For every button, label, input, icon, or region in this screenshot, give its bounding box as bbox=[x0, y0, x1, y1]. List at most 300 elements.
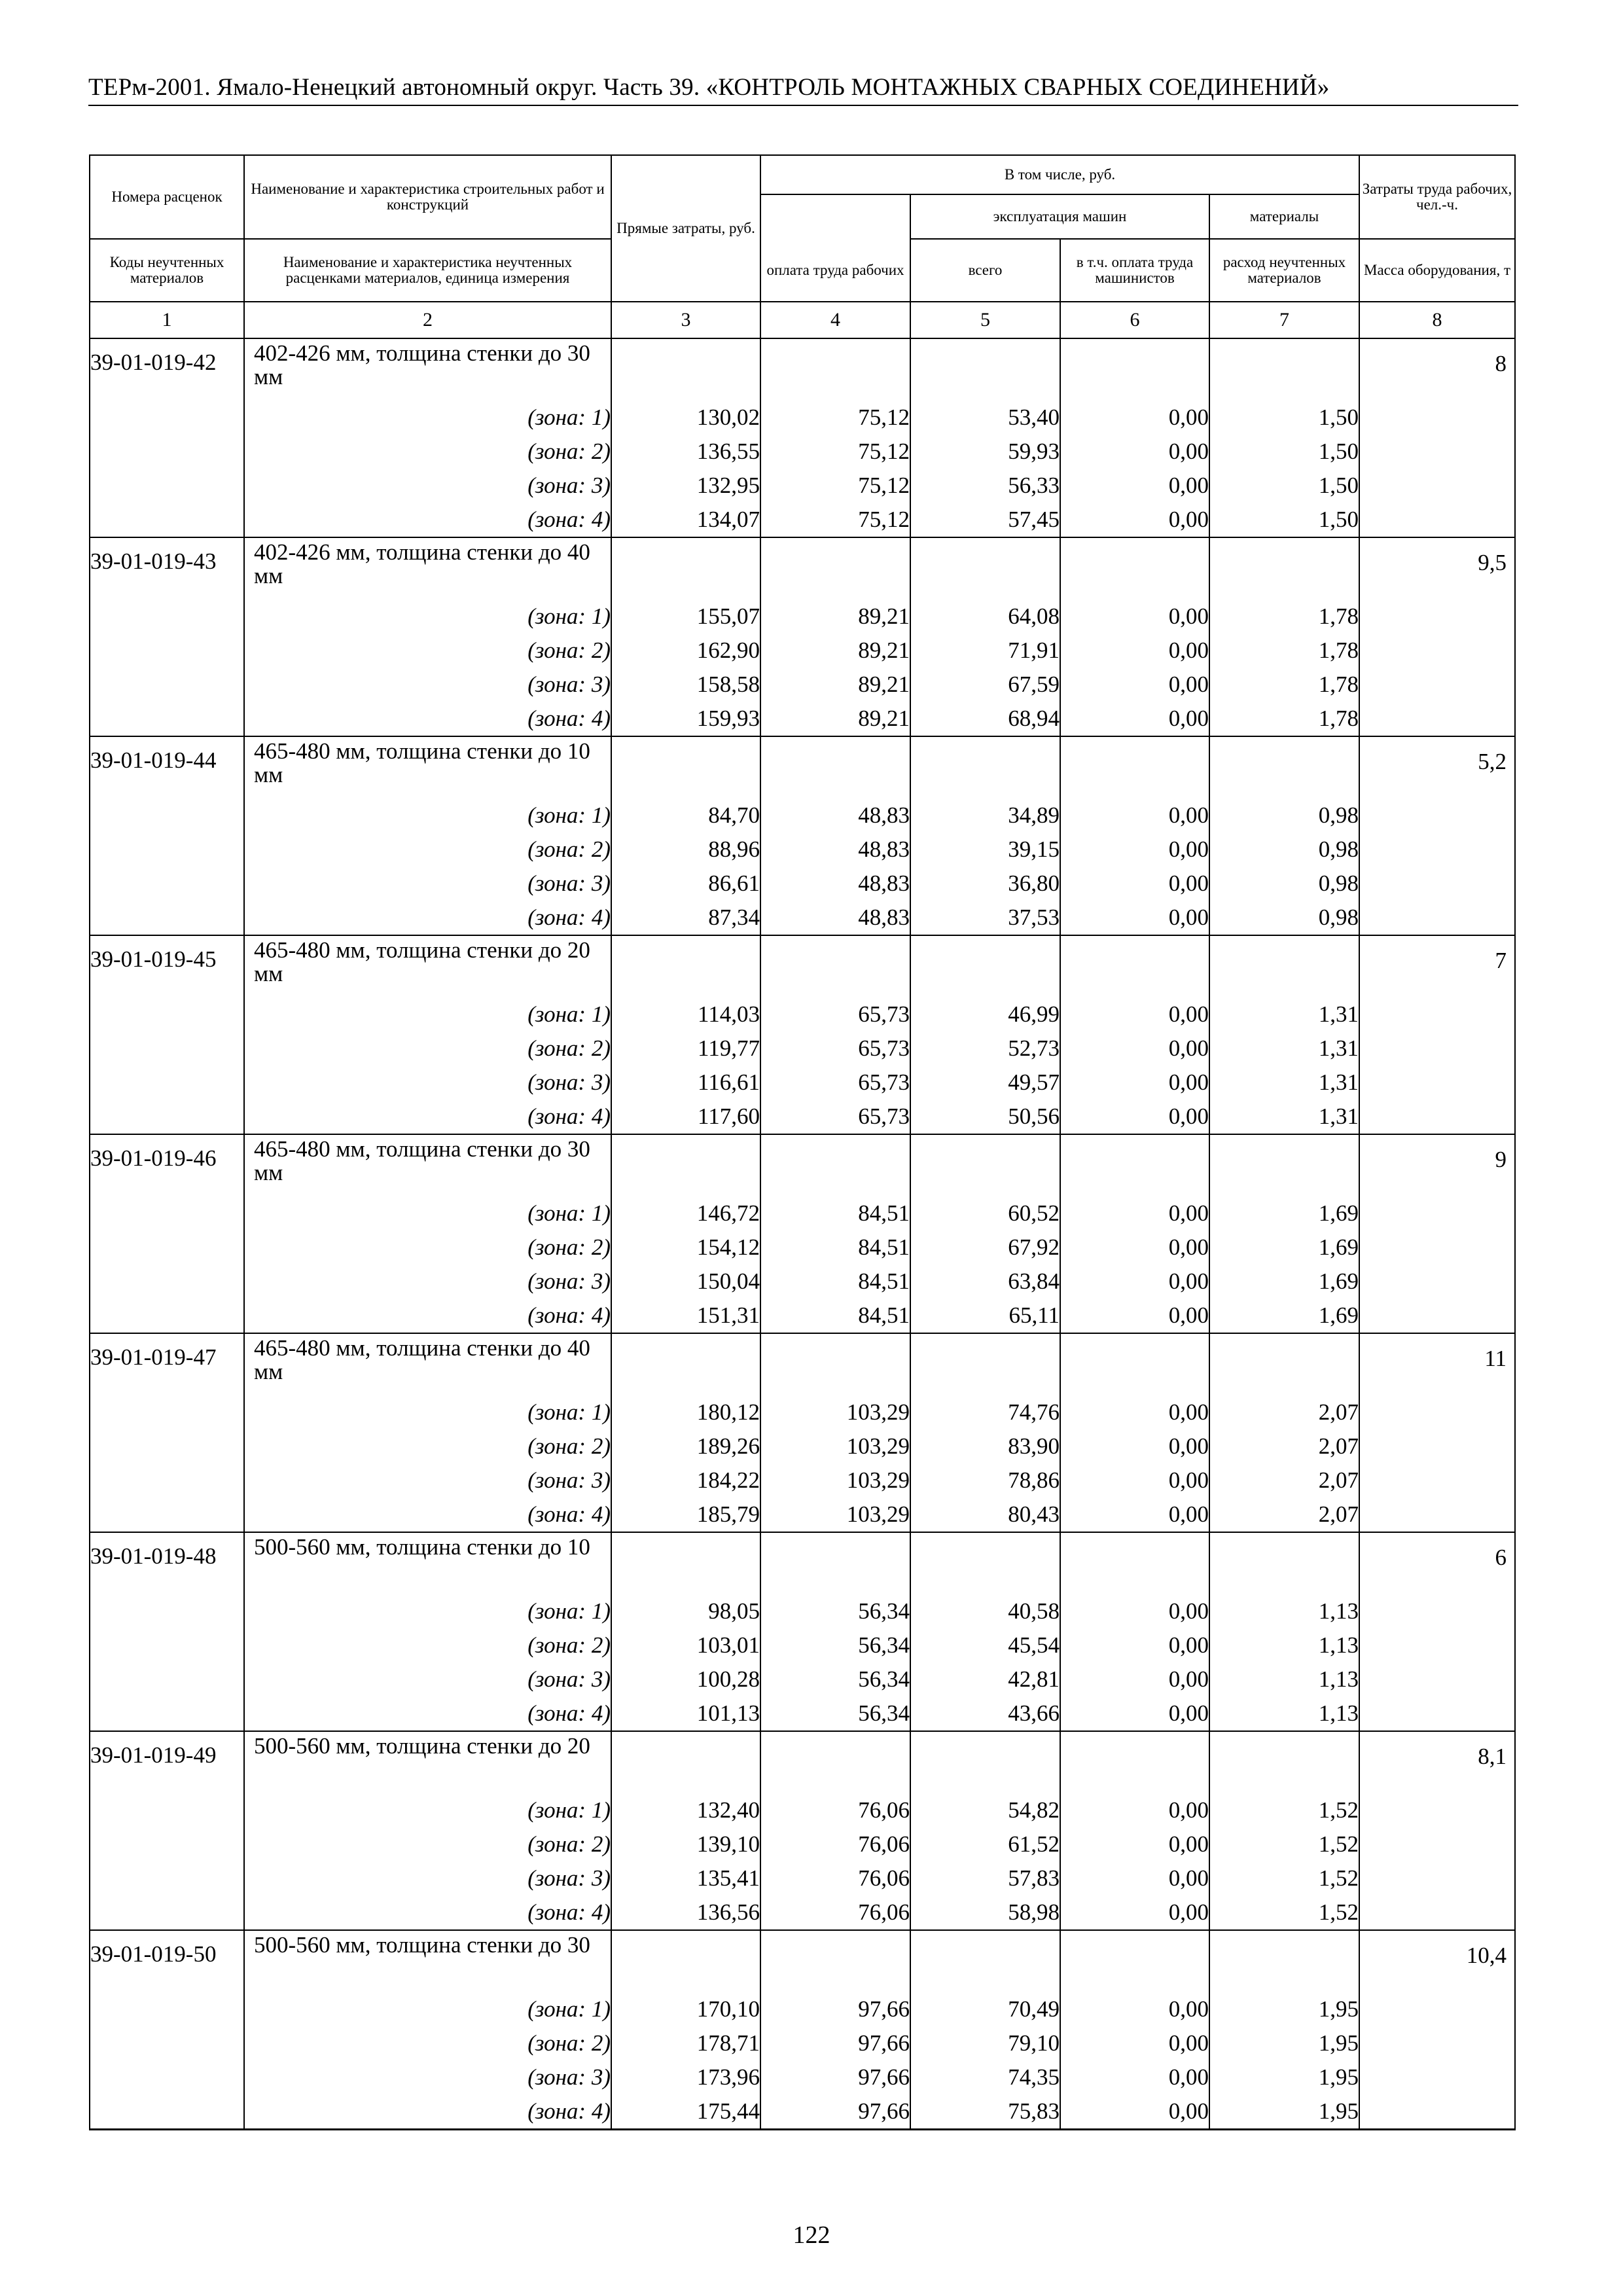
materials-value: 2,07 bbox=[1209, 1498, 1359, 1532]
worker-pay-value: 84,51 bbox=[760, 1299, 910, 1333]
worker-pay-value: 76,06 bbox=[760, 1895, 910, 1930]
rate-code bbox=[90, 935, 244, 1134]
direct-costs-value: 151,31 bbox=[611, 1299, 760, 1333]
materials-value: 2,07 bbox=[1209, 1463, 1359, 1498]
direct-costs-value: 175,44 bbox=[611, 2094, 760, 2130]
direct-costs-value: 173,96 bbox=[611, 2060, 760, 2094]
direct-costs-value: 134,07 bbox=[611, 503, 760, 537]
table-row bbox=[90, 1134, 1515, 1196]
empty-cell bbox=[910, 1532, 1060, 1594]
zone-row bbox=[90, 1031, 1515, 1066]
materials-value: 0,98 bbox=[1209, 867, 1359, 901]
header-machine-operation: эксплуатация машин bbox=[910, 194, 1209, 239]
worker-pay-value: 84,51 bbox=[760, 1265, 910, 1299]
machine-total-value: 63,84 bbox=[910, 1265, 1060, 1299]
zone-row bbox=[90, 401, 1515, 435]
row-value bbox=[1359, 338, 1515, 537]
direct-costs-value: 130,02 bbox=[611, 401, 760, 435]
header-unaccounted-name: Наименование и характеристика неучтенных расценками материалов, единица измерения bbox=[244, 239, 611, 302]
empty-cell bbox=[611, 537, 760, 600]
zone-label: (зона: 3) bbox=[244, 1662, 611, 1696]
direct-costs-value: 180,12 bbox=[611, 1395, 760, 1429]
zone-row bbox=[90, 600, 1515, 634]
zone-label: (зона: 2) bbox=[244, 1230, 611, 1265]
zone-row bbox=[90, 1895, 1515, 1930]
table-row bbox=[90, 736, 1515, 798]
empty-cell bbox=[1060, 1333, 1209, 1395]
empty-cell bbox=[760, 537, 910, 600]
header-rate-numbers: Номера расценок bbox=[90, 155, 244, 239]
zone-row bbox=[90, 503, 1515, 537]
worker-pay-value: 65,73 bbox=[760, 1100, 910, 1134]
machine-total-value: 40,58 bbox=[910, 1594, 1060, 1628]
machine-total-value: 36,80 bbox=[910, 867, 1060, 901]
zone-label: (зона: 4) bbox=[244, 1498, 611, 1532]
machinist-pay-value: 0,00 bbox=[1060, 997, 1209, 1031]
empty-cell bbox=[910, 537, 1060, 600]
rate-name bbox=[244, 736, 611, 798]
machine-total-value: 78,86 bbox=[910, 1463, 1060, 1498]
empty-cell bbox=[611, 736, 760, 798]
row-value bbox=[1359, 736, 1515, 935]
machinist-pay-value: 0,00 bbox=[1060, 1230, 1209, 1265]
machinist-pay-value: 0,00 bbox=[1060, 634, 1209, 668]
direct-costs-value: 178,71 bbox=[611, 2026, 760, 2060]
rate-code-text: 39-01-019-44 bbox=[90, 747, 217, 773]
worker-pay-value: 75,12 bbox=[760, 503, 910, 537]
machinist-pay-value: 0,00 bbox=[1060, 2060, 1209, 2094]
machinist-pay-value: 0,00 bbox=[1060, 1265, 1209, 1299]
machine-total-value: 79,10 bbox=[910, 2026, 1060, 2060]
zone-label: (зона: 3) bbox=[244, 668, 611, 702]
machine-total-value: 71,91 bbox=[910, 634, 1060, 668]
header-machinist-pay: в т.ч. оплата труда машинистов bbox=[1060, 239, 1209, 302]
header-unaccounted-codes: Коды неучтенных материалов bbox=[90, 239, 244, 302]
zone-row bbox=[90, 1696, 1515, 1731]
row-value-text: 9 bbox=[1495, 1147, 1507, 1172]
zone-label: (зона: 2) bbox=[244, 1628, 611, 1662]
machinist-pay-value: 0,00 bbox=[1060, 1594, 1209, 1628]
materials-value: 1,50 bbox=[1209, 401, 1359, 435]
machinist-pay-value: 0,00 bbox=[1060, 1498, 1209, 1532]
materials-value: 1,78 bbox=[1209, 634, 1359, 668]
materials-value: 1,52 bbox=[1209, 1793, 1359, 1827]
row-value bbox=[1359, 1731, 1515, 1930]
zone-row bbox=[90, 469, 1515, 503]
empty-cell bbox=[1209, 1930, 1359, 1992]
materials-value: 1,50 bbox=[1209, 503, 1359, 537]
header-work-name: Наименование и характеристика строительных работ и конструкций bbox=[244, 155, 611, 239]
rate-name bbox=[244, 935, 611, 997]
zone-row bbox=[90, 1463, 1515, 1498]
machine-total-value: 67,92 bbox=[910, 1230, 1060, 1265]
machinist-pay-value: 0,00 bbox=[1060, 2026, 1209, 2060]
machinist-pay-value: 0,00 bbox=[1060, 798, 1209, 833]
worker-pay-value: 103,29 bbox=[760, 1395, 910, 1429]
header-rule bbox=[88, 105, 1518, 106]
zone-row bbox=[90, 2026, 1515, 2060]
materials-value: 1,31 bbox=[1209, 997, 1359, 1031]
rate-code-text: 39-01-019-45 bbox=[90, 946, 217, 972]
empty-cell bbox=[1060, 537, 1209, 600]
zone-label: (зона: 3) bbox=[244, 1861, 611, 1895]
materials-value: 2,07 bbox=[1209, 1429, 1359, 1463]
direct-costs-value: 119,77 bbox=[611, 1031, 760, 1066]
machinist-pay-value: 0,00 bbox=[1060, 1100, 1209, 1134]
direct-costs-value: 132,40 bbox=[611, 1793, 760, 1827]
rate-code-text: 39-01-019-42 bbox=[90, 350, 217, 375]
empty-cell bbox=[1209, 1731, 1359, 1793]
empty-cell bbox=[760, 1930, 910, 1992]
row-value-text: 7 bbox=[1495, 948, 1507, 973]
rate-name bbox=[244, 338, 611, 401]
direct-costs-value: 189,26 bbox=[611, 1429, 760, 1463]
direct-costs-value: 98,05 bbox=[611, 1594, 760, 1628]
zone-label: (зона: 3) bbox=[244, 469, 611, 503]
zone-label: (зона: 4) bbox=[244, 1100, 611, 1134]
rate-name-text: 465-480 мм, толщина стенки до 30 мм bbox=[254, 1136, 590, 1185]
materials-value: 1,69 bbox=[1209, 1265, 1359, 1299]
materials-value: 0,98 bbox=[1209, 833, 1359, 867]
direct-costs-value: 101,13 bbox=[611, 1696, 760, 1731]
materials-value: 0,98 bbox=[1209, 901, 1359, 935]
worker-pay-value: 103,29 bbox=[760, 1429, 910, 1463]
row-value bbox=[1359, 1930, 1515, 2130]
column-number: 6 bbox=[1060, 302, 1209, 338]
worker-pay-value: 84,51 bbox=[760, 1230, 910, 1265]
materials-value: 1,31 bbox=[1209, 1100, 1359, 1134]
materials-value: 1,78 bbox=[1209, 668, 1359, 702]
machinist-pay-value: 0,00 bbox=[1060, 1895, 1209, 1930]
materials-value: 1,31 bbox=[1209, 1031, 1359, 1066]
worker-pay-value: 89,21 bbox=[760, 600, 910, 634]
machine-total-value: 61,52 bbox=[910, 1827, 1060, 1861]
machinist-pay-value: 0,00 bbox=[1060, 1861, 1209, 1895]
machinist-pay-value: 0,00 bbox=[1060, 867, 1209, 901]
zone-row bbox=[90, 2094, 1515, 2130]
rate-name bbox=[244, 1333, 611, 1395]
machinist-pay-value: 0,00 bbox=[1060, 1395, 1209, 1429]
header-worker-pay-spacer bbox=[760, 194, 910, 239]
machinist-pay-value: 0,00 bbox=[1060, 1992, 1209, 2026]
empty-cell bbox=[1060, 1930, 1209, 1992]
rate-code bbox=[90, 537, 244, 736]
rate-name bbox=[244, 1930, 611, 1992]
materials-value: 1,78 bbox=[1209, 702, 1359, 736]
row-value bbox=[1359, 1532, 1515, 1731]
column-number: 5 bbox=[910, 302, 1060, 338]
worker-pay-value: 89,21 bbox=[760, 668, 910, 702]
machinist-pay-value: 0,00 bbox=[1060, 1696, 1209, 1731]
zone-row bbox=[90, 1827, 1515, 1861]
rate-name-text: 500-560 мм, толщина стенки до 30 bbox=[254, 1932, 590, 1958]
zone-row bbox=[90, 1265, 1515, 1299]
row-value-text: 11 bbox=[1484, 1346, 1507, 1371]
direct-costs-value: 86,61 bbox=[611, 867, 760, 901]
zone-row bbox=[90, 1793, 1515, 1827]
machinist-pay-value: 0,00 bbox=[1060, 1827, 1209, 1861]
empty-cell bbox=[1060, 1134, 1209, 1196]
zone-label: (зона: 1) bbox=[244, 1594, 611, 1628]
zone-label: (зона: 4) bbox=[244, 503, 611, 537]
rate-name-text: 402-426 мм, толщина стенки до 30 мм bbox=[254, 340, 590, 389]
zone-label: (зона: 1) bbox=[244, 1793, 611, 1827]
worker-pay-value: 75,12 bbox=[760, 401, 910, 435]
machine-total-value: 37,53 bbox=[910, 901, 1060, 935]
zone-label: (зона: 2) bbox=[244, 1031, 611, 1066]
direct-costs-value: 135,41 bbox=[611, 1861, 760, 1895]
direct-costs-value: 117,60 bbox=[611, 1100, 760, 1134]
empty-cell bbox=[760, 736, 910, 798]
direct-costs-value: 184,22 bbox=[611, 1463, 760, 1498]
worker-pay-value: 56,34 bbox=[760, 1696, 910, 1731]
machine-total-value: 67,59 bbox=[910, 668, 1060, 702]
worker-pay-value: 56,34 bbox=[760, 1662, 910, 1696]
materials-value: 2,07 bbox=[1209, 1395, 1359, 1429]
column-number: 2 bbox=[244, 302, 611, 338]
machine-total-value: 75,83 bbox=[910, 2094, 1060, 2130]
zone-row bbox=[90, 1992, 1515, 2026]
worker-pay-value: 65,73 bbox=[760, 1031, 910, 1066]
machinist-pay-value: 0,00 bbox=[1060, 469, 1209, 503]
zone-row bbox=[90, 1662, 1515, 1696]
machinist-pay-value: 0,00 bbox=[1060, 600, 1209, 634]
direct-costs-value: 100,28 bbox=[611, 1662, 760, 1696]
direct-costs-value: 155,07 bbox=[611, 600, 760, 634]
machine-total-value: 39,15 bbox=[910, 833, 1060, 867]
row-value-text: 8,1 bbox=[1478, 1744, 1507, 1769]
empty-cell bbox=[611, 1532, 760, 1594]
materials-value: 1,50 bbox=[1209, 435, 1359, 469]
machine-total-value: 49,57 bbox=[910, 1066, 1060, 1100]
worker-pay-value: 48,83 bbox=[760, 901, 910, 935]
column-number: 4 bbox=[760, 302, 910, 338]
machinist-pay-value: 0,00 bbox=[1060, 1031, 1209, 1066]
worker-pay-value: 48,83 bbox=[760, 798, 910, 833]
worker-pay-value: 103,29 bbox=[760, 1463, 910, 1498]
rate-name bbox=[244, 1134, 611, 1196]
materials-value: 1,52 bbox=[1209, 1895, 1359, 1930]
rate-name-text: 465-480 мм, толщина стенки до 20 мм bbox=[254, 937, 590, 986]
direct-costs-value: 116,61 bbox=[611, 1066, 760, 1100]
rate-code-text: 39-01-019-50 bbox=[90, 1941, 217, 1967]
machinist-pay-value: 0,00 bbox=[1060, 668, 1209, 702]
machinist-pay-value: 0,00 bbox=[1060, 1299, 1209, 1333]
worker-pay-value: 75,12 bbox=[760, 435, 910, 469]
empty-cell bbox=[1209, 1333, 1359, 1395]
empty-cell bbox=[910, 1930, 1060, 1992]
rate-name-text: 500-560 мм, толщина стенки до 20 bbox=[254, 1733, 590, 1759]
materials-value: 1,69 bbox=[1209, 1196, 1359, 1230]
machine-total-value: 56,33 bbox=[910, 469, 1060, 503]
direct-costs-value: 136,56 bbox=[611, 1895, 760, 1930]
header-unaccounted-consumption: расход неучтенных материалов bbox=[1209, 239, 1359, 302]
zone-row bbox=[90, 1196, 1515, 1230]
zone-label: (зона: 1) bbox=[244, 798, 611, 833]
machinist-pay-value: 0,00 bbox=[1060, 2094, 1209, 2130]
empty-cell bbox=[760, 338, 910, 401]
worker-pay-value: 76,06 bbox=[760, 1861, 910, 1895]
column-number: 8 bbox=[1359, 302, 1515, 338]
zone-row bbox=[90, 702, 1515, 736]
zone-label: (зона: 4) bbox=[244, 901, 611, 935]
empty-cell bbox=[1209, 1532, 1359, 1594]
row-value bbox=[1359, 935, 1515, 1134]
materials-value: 1,50 bbox=[1209, 469, 1359, 503]
direct-costs-value: 146,72 bbox=[611, 1196, 760, 1230]
row-value-text: 8 bbox=[1495, 351, 1507, 376]
machine-total-value: 53,40 bbox=[910, 401, 1060, 435]
table-row bbox=[90, 537, 1515, 600]
zone-row bbox=[90, 901, 1515, 935]
header-total: всего bbox=[910, 239, 1060, 302]
empty-cell bbox=[611, 1333, 760, 1395]
machinist-pay-value: 0,00 bbox=[1060, 1196, 1209, 1230]
materials-value: 1,31 bbox=[1209, 1066, 1359, 1100]
zone-row bbox=[90, 1498, 1515, 1532]
rate-code-text: 39-01-019-46 bbox=[90, 1145, 217, 1171]
empty-cell bbox=[910, 935, 1060, 997]
rate-name-text: 500-560 мм, толщина стенки до 10 bbox=[254, 1534, 590, 1560]
machinist-pay-value: 0,00 bbox=[1060, 1793, 1209, 1827]
materials-value: 1,95 bbox=[1209, 2026, 1359, 2060]
materials-value: 1,69 bbox=[1209, 1230, 1359, 1265]
zone-row bbox=[90, 833, 1515, 867]
worker-pay-value: 75,12 bbox=[760, 469, 910, 503]
rate-code-text: 39-01-019-48 bbox=[90, 1543, 217, 1569]
machinist-pay-value: 0,00 bbox=[1060, 1662, 1209, 1696]
direct-costs-value: 132,95 bbox=[611, 469, 760, 503]
worker-pay-value: 65,73 bbox=[760, 997, 910, 1031]
machine-total-value: 74,76 bbox=[910, 1395, 1060, 1429]
materials-value: 1,13 bbox=[1209, 1662, 1359, 1696]
direct-costs-value: 150,04 bbox=[611, 1265, 760, 1299]
direct-costs-value: 114,03 bbox=[611, 997, 760, 1031]
rate-code bbox=[90, 1333, 244, 1532]
machine-total-value: 64,08 bbox=[910, 600, 1060, 634]
machine-total-value: 80,43 bbox=[910, 1498, 1060, 1532]
column-number: 1 bbox=[90, 302, 244, 338]
rate-code bbox=[90, 736, 244, 935]
machine-total-value: 43,66 bbox=[910, 1696, 1060, 1731]
direct-costs-value: 185,79 bbox=[611, 1498, 760, 1532]
zone-row bbox=[90, 1066, 1515, 1100]
rate-name-text: 465-480 мм, толщина стенки до 40 мм bbox=[254, 1335, 590, 1384]
materials-value: 1,78 bbox=[1209, 600, 1359, 634]
materials-value: 1,52 bbox=[1209, 1861, 1359, 1895]
materials-value: 1,95 bbox=[1209, 1992, 1359, 2026]
table-body bbox=[90, 338, 1515, 2130]
materials-value: 1,13 bbox=[1209, 1594, 1359, 1628]
empty-cell bbox=[1060, 1731, 1209, 1793]
direct-costs-value: 87,34 bbox=[611, 901, 760, 935]
worker-pay-value: 103,29 bbox=[760, 1498, 910, 1532]
zone-row bbox=[90, 1299, 1515, 1333]
rate-code bbox=[90, 1731, 244, 1930]
rate-code-text: 39-01-019-47 bbox=[90, 1344, 217, 1370]
table-row bbox=[90, 338, 1515, 401]
table-row bbox=[90, 935, 1515, 997]
direct-costs-value: 88,96 bbox=[611, 833, 760, 867]
empty-cell bbox=[1209, 935, 1359, 997]
empty-cell bbox=[611, 338, 760, 401]
machine-total-value: 50,56 bbox=[910, 1100, 1060, 1134]
machinist-pay-value: 0,00 bbox=[1060, 1066, 1209, 1100]
header-direct-costs: Прямые затраты, руб. bbox=[611, 155, 760, 302]
machinist-pay-value: 0,00 bbox=[1060, 833, 1209, 867]
zone-row bbox=[90, 1100, 1515, 1134]
machine-total-value: 46,99 bbox=[910, 997, 1060, 1031]
zone-row bbox=[90, 2060, 1515, 2094]
empty-cell bbox=[760, 1532, 910, 1594]
empty-cell bbox=[910, 736, 1060, 798]
zone-label: (зона: 1) bbox=[244, 1196, 611, 1230]
row-value bbox=[1359, 537, 1515, 736]
zone-row bbox=[90, 668, 1515, 702]
zone-row bbox=[90, 1594, 1515, 1628]
empty-cell bbox=[910, 1731, 1060, 1793]
direct-costs-value: 103,01 bbox=[611, 1628, 760, 1662]
column-number: 7 bbox=[1209, 302, 1359, 338]
empty-cell bbox=[760, 1134, 910, 1196]
worker-pay-value: 97,66 bbox=[760, 2026, 910, 2060]
rate-code-text: 39-01-019-49 bbox=[90, 1742, 217, 1768]
empty-cell bbox=[1060, 935, 1209, 997]
machine-total-value: 57,83 bbox=[910, 1861, 1060, 1895]
empty-cell bbox=[1060, 338, 1209, 401]
zone-row bbox=[90, 634, 1515, 668]
worker-pay-value: 48,83 bbox=[760, 867, 910, 901]
table-row bbox=[90, 1930, 1515, 1992]
machinist-pay-value: 0,00 bbox=[1060, 901, 1209, 935]
empty-cell bbox=[1209, 1134, 1359, 1196]
rate-name bbox=[244, 537, 611, 600]
empty-cell bbox=[1060, 736, 1209, 798]
direct-costs-value: 158,58 bbox=[611, 668, 760, 702]
machine-total-value: 68,94 bbox=[910, 702, 1060, 736]
table-row bbox=[90, 1532, 1515, 1594]
machinist-pay-value: 0,00 bbox=[1060, 435, 1209, 469]
zone-row bbox=[90, 867, 1515, 901]
direct-costs-value: 139,10 bbox=[611, 1827, 760, 1861]
machine-total-value: 59,93 bbox=[910, 435, 1060, 469]
worker-pay-value: 97,66 bbox=[760, 2094, 910, 2130]
rate-name bbox=[244, 1731, 611, 1793]
rate-code-text: 39-01-019-43 bbox=[90, 548, 217, 574]
table-row bbox=[90, 1333, 1515, 1395]
machine-total-value: 52,73 bbox=[910, 1031, 1060, 1066]
machinist-pay-value: 0,00 bbox=[1060, 1463, 1209, 1498]
zone-row bbox=[90, 1230, 1515, 1265]
zone-row bbox=[90, 997, 1515, 1031]
rate-code bbox=[90, 338, 244, 537]
row-value-text: 10,4 bbox=[1466, 1943, 1507, 1968]
rates-table bbox=[89, 154, 1516, 2130]
rate-code bbox=[90, 1134, 244, 1333]
row-value-text: 9,5 bbox=[1478, 550, 1507, 575]
zone-label: (зона: 1) bbox=[244, 401, 611, 435]
zone-label: (зона: 1) bbox=[244, 600, 611, 634]
machine-total-value: 58,98 bbox=[910, 1895, 1060, 1930]
materials-value: 1,13 bbox=[1209, 1628, 1359, 1662]
worker-pay-value: 76,06 bbox=[760, 1827, 910, 1861]
materials-value: 1,52 bbox=[1209, 1827, 1359, 1861]
empty-cell bbox=[760, 935, 910, 997]
machine-total-value: 42,81 bbox=[910, 1662, 1060, 1696]
rate-name bbox=[244, 1532, 611, 1594]
direct-costs-value: 154,12 bbox=[611, 1230, 760, 1265]
machine-total-value: 57,45 bbox=[910, 503, 1060, 537]
